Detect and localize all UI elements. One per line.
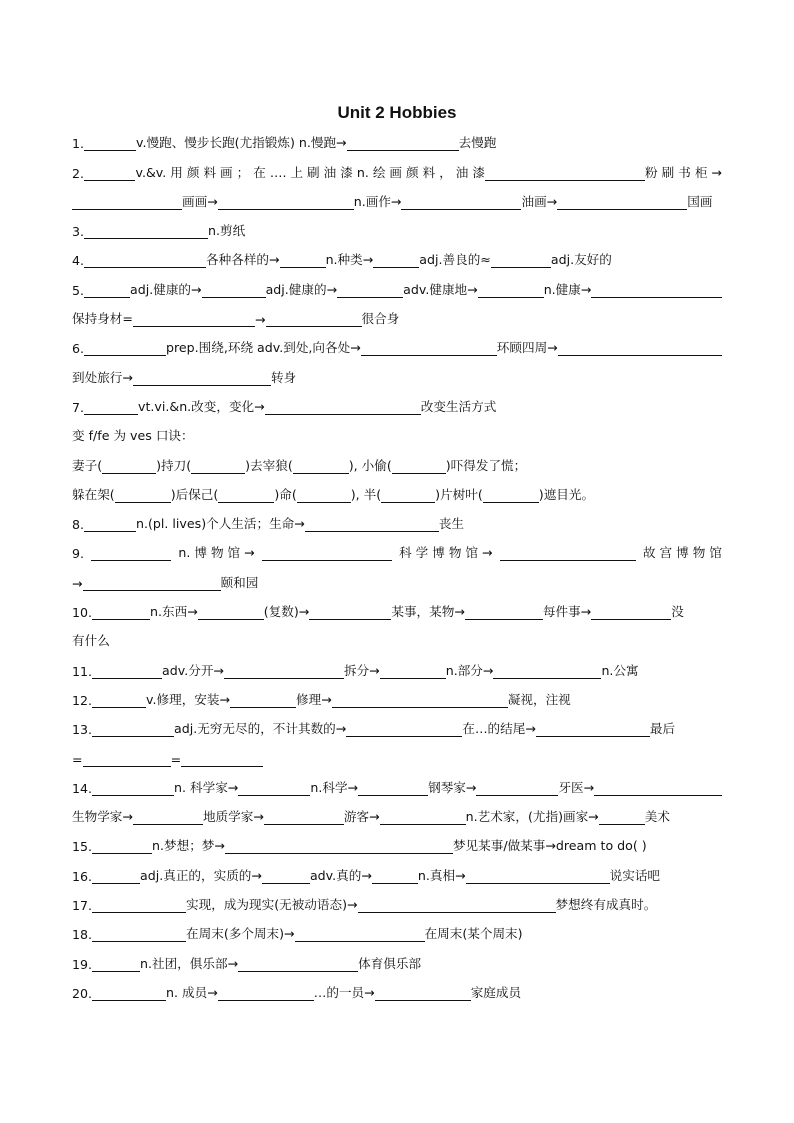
answer-blank[interactable] <box>347 138 459 151</box>
answer-blank[interactable] <box>92 666 162 679</box>
worksheet-line <box>72 333 722 362</box>
line-text: adv.健康地→ <box>403 281 478 297</box>
worksheet-line <box>72 274 722 303</box>
worksheet-line <box>72 948 722 977</box>
line-text: n.梦想；梦→ <box>152 838 225 854</box>
line-text: n.画作→ <box>353 193 402 209</box>
answer-blank[interactable] <box>380 666 446 679</box>
item-number: 1. <box>72 136 85 152</box>
line-text: 粉 刷 书 柜 → <box>645 164 722 180</box>
answer-blank[interactable] <box>372 871 418 884</box>
line-text: )后保己( <box>170 486 219 502</box>
worksheet-line <box>72 831 722 860</box>
answer-blank[interactable] <box>483 490 539 503</box>
answer-blank[interactable] <box>238 959 358 972</box>
worksheet-line <box>72 890 722 919</box>
line-text: n.真相→ <box>417 867 466 883</box>
worksheet-line <box>72 978 722 1007</box>
line-text: 修理→ <box>296 691 332 707</box>
item-number: 14. <box>72 780 93 796</box>
line-text: adj.无穷无尽的，不计其数的→ <box>174 721 347 737</box>
answer-blank[interactable] <box>83 578 221 591</box>
answer-blank[interactable] <box>262 548 392 561</box>
answer-blank[interactable] <box>591 607 671 620</box>
line-text: 油画→ <box>521 193 558 209</box>
answer-blank[interactable] <box>265 402 421 415</box>
answer-blank[interactable] <box>297 490 351 503</box>
answer-blank[interactable] <box>84 226 208 239</box>
answer-blank[interactable] <box>84 343 166 356</box>
line-text: 变 f/fe 为 ves 口诀： <box>72 428 194 444</box>
item-number: 6. <box>72 341 85 357</box>
answer-blank[interactable] <box>337 285 403 298</box>
line-text: adj.友好的 <box>550 252 612 268</box>
answer-blank[interactable] <box>84 168 135 181</box>
answer-blank[interactable] <box>599 812 645 825</box>
line-text: 妻子( <box>72 457 103 473</box>
worksheet-line <box>72 187 722 216</box>
line-text: 凝视，注视 <box>507 691 571 707</box>
line-text: n.社团，俱乐部→ <box>140 955 239 971</box>
line-text: 在周末(多个周末)→ <box>186 926 295 942</box>
worksheet-line <box>72 714 722 743</box>
worksheet-line <box>72 421 722 450</box>
answer-blank[interactable] <box>92 900 186 913</box>
line-text: )命( <box>274 486 297 502</box>
line-text: adj.健康的→ <box>265 281 338 297</box>
answer-blank[interactable] <box>380 812 466 825</box>
answer-blank[interactable] <box>202 285 266 298</box>
worksheet-line <box>72 128 722 157</box>
line-text: 梦见某事/做某事→dream to do( ) <box>452 838 647 854</box>
answer-blank[interactable] <box>91 548 171 561</box>
line-text: n. 成员→ <box>166 984 218 1000</box>
answer-blank[interactable] <box>280 255 326 268</box>
line-text: 环顾四周→ <box>496 340 558 356</box>
line-text: adv.真的→ <box>309 867 372 883</box>
answer-blank[interactable] <box>358 900 556 913</box>
worksheet-line <box>72 685 722 714</box>
answer-blank[interactable] <box>558 343 722 356</box>
answer-blank[interactable] <box>401 197 521 210</box>
line-text: 游客→ <box>343 809 380 825</box>
answer-blank[interactable] <box>225 841 453 854</box>
line-text: 去慢跑 <box>458 135 497 151</box>
worksheet-line <box>72 773 722 802</box>
answer-blank[interactable] <box>358 783 428 796</box>
answer-blank[interactable] <box>591 285 722 298</box>
line-text: → <box>72 575 83 591</box>
line-text: n.种类→ <box>325 252 374 268</box>
line-text: 转身 <box>270 369 297 385</box>
line-text: 美术 <box>644 809 670 825</box>
answer-blank[interactable] <box>92 988 166 1001</box>
line-text: 改变生活方式 <box>420 398 497 414</box>
line-text: 在…的结尾→ <box>462 721 536 737</box>
worksheet-line <box>72 304 722 333</box>
answer-blank[interactable] <box>373 255 419 268</box>
line-text: 牙医→ <box>558 779 595 795</box>
line-text: 在周末(某个周末) <box>424 926 523 942</box>
answer-blank[interactable] <box>92 607 150 620</box>
item-number: 20. <box>72 985 93 1001</box>
line-text: ), 小偷( <box>348 457 392 473</box>
answer-blank[interactable] <box>198 607 264 620</box>
worksheet-line <box>72 538 722 567</box>
worksheet-line <box>72 450 722 479</box>
line-text: 实现，成为现实(无被动语态)→ <box>186 897 358 913</box>
answer-blank[interactable] <box>266 314 362 327</box>
answer-blank[interactable] <box>491 255 551 268</box>
line-text: 生物学家→ <box>72 809 133 825</box>
line-text: n.(pl. lives)个人生活；生命→ <box>136 516 305 532</box>
line-text: 故 宫 博 物 馆 <box>642 545 722 561</box>
answer-blank[interactable] <box>92 841 152 854</box>
item-number: 18. <box>72 927 93 943</box>
answer-blank[interactable] <box>466 871 610 884</box>
line-text: adv.分开→ <box>162 662 224 678</box>
line-text: adj.真正的，实质的→ <box>140 867 262 883</box>
answer-blank[interactable] <box>295 929 425 942</box>
line-text: (复数)→ <box>263 604 310 620</box>
line-text: v.修理，安装→ <box>146 691 231 707</box>
line-text: adj.健康的→ <box>130 281 202 297</box>
item-number: 13. <box>72 722 93 738</box>
answer-blank[interactable] <box>84 402 138 415</box>
answer-blank[interactable] <box>218 197 354 210</box>
line-text: 体育俱乐部 <box>358 955 422 971</box>
answer-blank[interactable] <box>264 812 344 825</box>
line-text: 画画→ <box>182 193 218 209</box>
line-text: 丧生 <box>438 516 464 532</box>
line-text: n.公寓 <box>601 662 639 678</box>
line-text: = <box>170 751 182 767</box>
line-text: 保持身材= <box>72 311 133 327</box>
answer-blank[interactable] <box>92 724 174 737</box>
answer-blank[interactable] <box>191 461 245 474</box>
answer-blank[interactable] <box>536 724 650 737</box>
item-number: 19. <box>72 956 93 972</box>
line-text: n.剪纸 <box>208 223 246 239</box>
line-text: n.艺术家，(尤指)画家→ <box>465 809 599 825</box>
answer-blank[interactable] <box>557 197 687 210</box>
line-text: = <box>72 751 83 767</box>
line-text: v.慢跑、慢步长跑(尤指锻炼) n.慢跑→ <box>136 135 347 151</box>
worksheet-line <box>72 362 722 391</box>
item-number: 17. <box>72 898 93 914</box>
line-text: 颐和园 <box>220 574 259 590</box>
worksheet-line <box>72 655 722 684</box>
answer-blank[interactable] <box>83 754 171 767</box>
answer-blank[interactable] <box>92 695 146 708</box>
line-text: )吓得发了慌； <box>445 457 527 473</box>
line-text: prep.围绕,环绕 adv.到处,向各处→ <box>166 340 361 356</box>
line-text: 科 学 博 物 馆 → <box>399 545 493 561</box>
answer-blank[interactable] <box>381 490 435 503</box>
line-text: …的一员→ <box>313 984 375 1000</box>
item-number: 2. <box>72 165 85 181</box>
answer-blank[interactable] <box>84 255 206 268</box>
item-number: 8. <box>72 517 85 533</box>
worksheet-page <box>72 98 722 1007</box>
line-text: n.东西→ <box>150 604 198 620</box>
line-text: n. 博 物 馆 → <box>178 545 255 561</box>
line-text: 各种各样的→ <box>206 252 280 268</box>
answer-blank[interactable] <box>346 724 462 737</box>
answer-blank[interactable] <box>72 197 182 210</box>
worksheet-line <box>72 860 722 889</box>
line-text: v.&v. 用 颜 料 画 ； 在 …. 上 刷 油 漆 n. 绘 画 颜 料 ， 油 漆 <box>135 164 485 180</box>
answer-blank[interactable] <box>84 285 130 298</box>
worksheet-line <box>72 509 722 538</box>
worksheet-line <box>72 245 722 274</box>
answer-blank[interactable] <box>392 461 446 474</box>
answer-blank[interactable] <box>84 138 136 151</box>
worksheet-line <box>72 597 722 626</box>
answer-blank[interactable] <box>594 783 722 796</box>
worksheet-line <box>72 157 722 186</box>
line-text: 说实话吧 <box>609 867 661 883</box>
answer-blank[interactable] <box>500 548 636 561</box>
line-text: n.部分→ <box>445 662 494 678</box>
worksheet-line <box>72 392 722 421</box>
answer-blank[interactable] <box>92 871 140 884</box>
item-number: 10. <box>72 605 93 621</box>
answer-blank[interactable] <box>92 929 186 942</box>
item-number: 12. <box>72 692 93 708</box>
line-text: 某事，某物→ <box>391 604 465 620</box>
answer-blank[interactable] <box>133 373 271 386</box>
item-number: 4. <box>72 253 85 269</box>
answer-blank[interactable] <box>92 783 174 796</box>
answer-blank[interactable] <box>230 695 296 708</box>
answer-blank[interactable] <box>476 783 558 796</box>
line-text: 国画 <box>687 193 713 209</box>
answer-blank[interactable] <box>84 519 136 532</box>
line-text: )去宰狼( <box>245 457 293 473</box>
item-number: 7. <box>72 399 85 415</box>
answer-blank[interactable] <box>218 490 274 503</box>
line-text: 拆分→ <box>343 662 380 678</box>
line-text: 钢琴家→ <box>428 779 477 795</box>
answer-blank[interactable] <box>305 519 439 532</box>
answer-blank[interactable] <box>332 695 508 708</box>
line-text: 到处旅行→ <box>72 369 133 385</box>
answer-blank[interactable] <box>493 666 601 679</box>
line-text: 家庭成员 <box>470 984 522 1000</box>
answer-blank[interactable] <box>133 314 255 327</box>
line-text: 每件事→ <box>542 604 592 620</box>
line-text: 躲在架( <box>72 486 115 502</box>
worksheet-line <box>72 626 722 655</box>
item-number: 16. <box>72 868 93 884</box>
answer-blank[interactable] <box>102 461 156 474</box>
answer-blank[interactable] <box>465 607 543 620</box>
line-text: 有什么 <box>72 633 110 649</box>
item-number: 3. <box>72 224 85 240</box>
line-text: )持刀( <box>156 457 192 473</box>
line-text: ), 半( <box>350 486 382 502</box>
answer-blank[interactable] <box>293 461 349 474</box>
line-text: vt.vi.&n.改变，变化→ <box>138 398 265 414</box>
worksheet-line <box>72 802 722 831</box>
answer-blank[interactable] <box>115 490 171 503</box>
worksheet-line <box>72 480 722 509</box>
line-text: 最后 <box>649 721 676 737</box>
line-text: → <box>254 312 266 328</box>
line-text: 很合身 <box>361 311 400 327</box>
answer-blank[interactable] <box>485 168 645 181</box>
answer-blank[interactable] <box>361 343 497 356</box>
answer-blank[interactable] <box>309 607 391 620</box>
answer-blank[interactable] <box>181 754 263 767</box>
item-number: 9. <box>72 546 85 562</box>
item-number: 15. <box>72 839 93 855</box>
line-text: )片树叶( <box>435 486 483 502</box>
answer-blank[interactable] <box>238 783 310 796</box>
item-number: 5. <box>72 282 85 298</box>
line-text: 没 <box>671 604 684 620</box>
worksheet-line <box>72 919 722 948</box>
item-number: 11. <box>72 663 93 679</box>
answer-blank[interactable] <box>375 988 471 1001</box>
worksheet-title: Unit 2 Hobbies <box>337 103 457 122</box>
worksheet-line <box>72 743 722 772</box>
answer-blank[interactable] <box>262 871 310 884</box>
worksheet-line <box>72 216 722 245</box>
answer-blank[interactable] <box>92 959 140 972</box>
line-text: adj.善良的≈ <box>419 252 491 268</box>
exercise-list <box>72 128 722 1007</box>
answer-blank[interactable] <box>224 666 344 679</box>
line-text: n.健康→ <box>543 281 592 297</box>
line-text: 地质学家→ <box>202 809 264 825</box>
answer-blank[interactable] <box>218 988 314 1001</box>
line-text: 梦想终有成真时。 <box>555 897 657 913</box>
line-text: n.科学→ <box>310 779 359 795</box>
answer-blank[interactable] <box>478 285 544 298</box>
line-text: n. 科学家→ <box>174 779 239 795</box>
answer-blank[interactable] <box>133 812 203 825</box>
line-text: )遮目光。 <box>538 486 595 502</box>
worksheet-line <box>72 567 722 596</box>
